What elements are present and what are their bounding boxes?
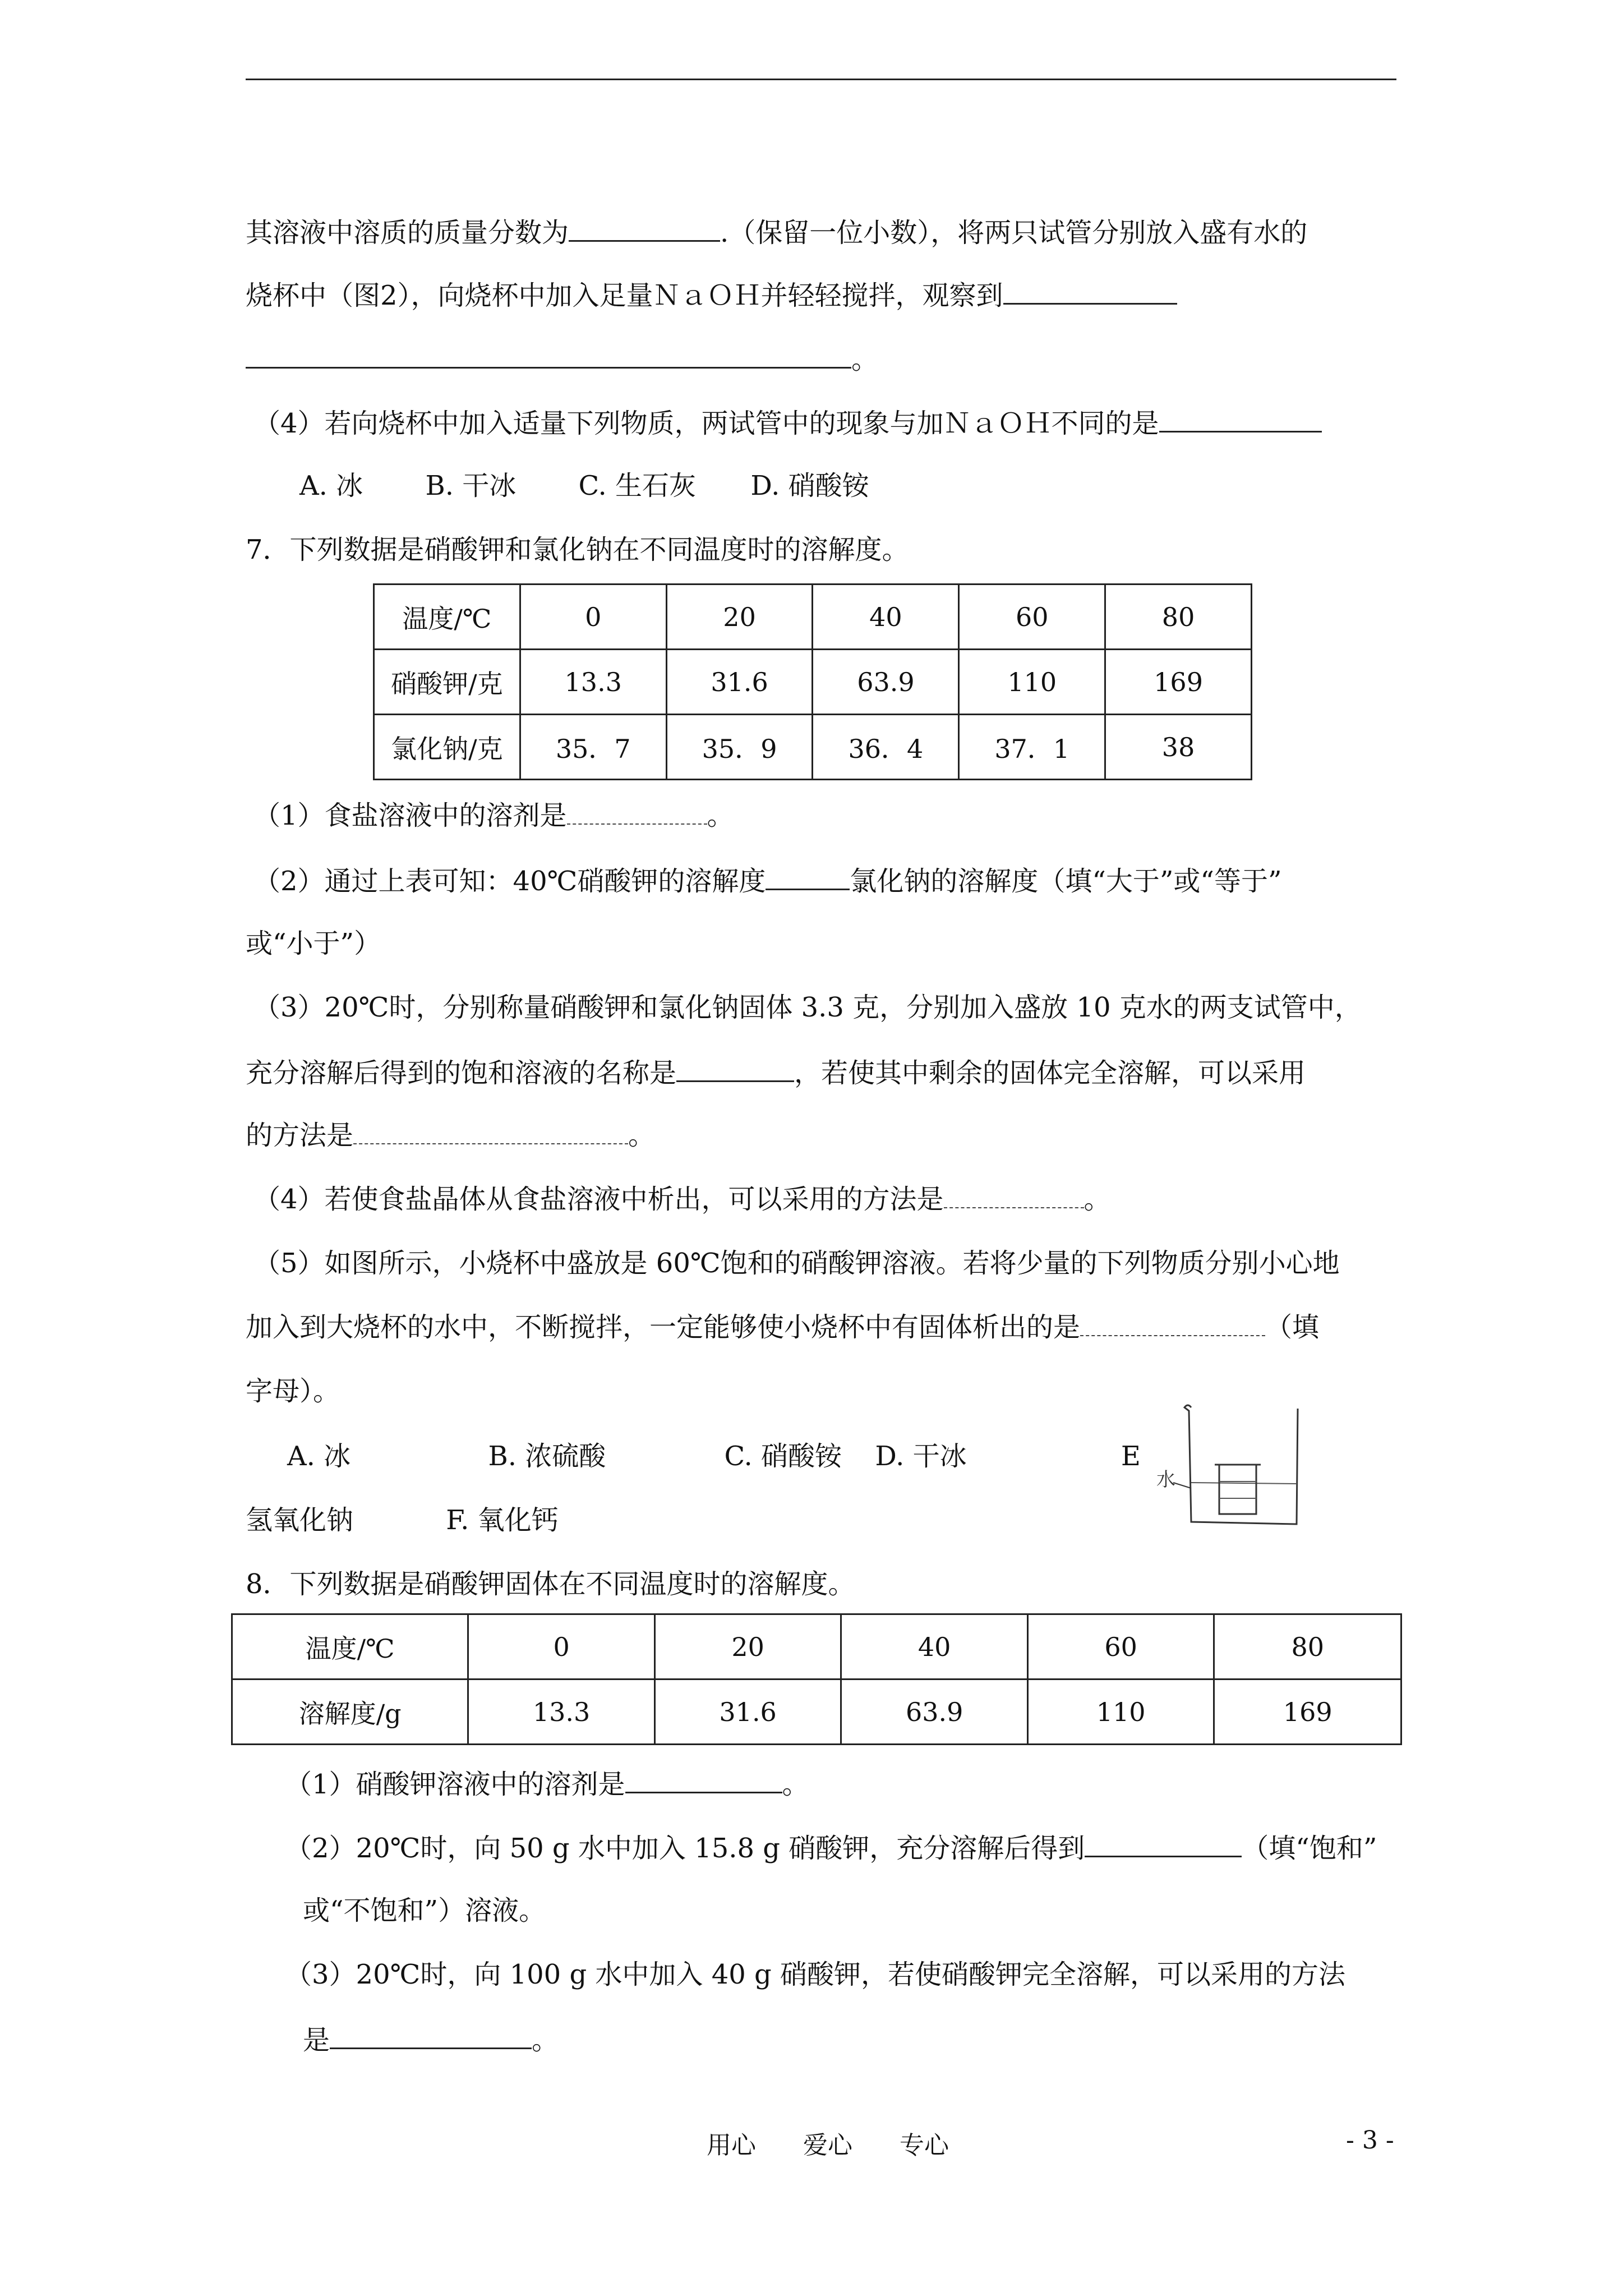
q8-part1: （1）硝酸钾溶液中的溶剂是 。 [285,1766,809,1801]
q7-part5-line3: 字母）。 [246,1375,340,1407]
q7-part4: （4）若使食盐晶体从食盐溶液中析出，可以采用的方法是 。 [253,1184,1111,1215]
answer-blank[interactable] [569,214,720,242]
answer-blank[interactable] [766,863,850,890]
q7-stem: 7．下列数据是硝酸钾和氯化钠在不同温度时的溶解度。 [246,534,909,565]
q8-part3-line2: 是 。 [303,2022,559,2057]
answer-blank[interactable] [676,1055,794,1082]
q7-part3-line2: 充分溶解后得到的饱和溶液的名称是 ，若使其中剩余的固体完全溶解，可以采用 [246,1055,1306,1090]
q8-part2: （2）20℃时，向 50 g 水中加入 15.8 g 硝酸钾，充分溶解后得到 （填“饱和” [285,1830,1377,1865]
q7-part2: （2）通过上表可知：40℃硝酸钾的溶解度 氯化钠的溶解度（填“大于”或“等于” [253,863,1282,898]
q7-part1: （1）食盐溶液中的溶剂是 。 [253,800,734,831]
q6-continuation-line1: 其溶液中溶质的质量分数为 .（保留一位小数），将两只试管分别放入盛有水的 [246,214,1307,250]
footer-motto: 用心 爱心 专心 [707,2131,949,2160]
table-row: 氯化钠/克 35．7 35．9 36．4 37．1 38 [374,715,1252,780]
answer-blank[interactable] [330,2022,532,2049]
q7-part3: （3）20℃时，分别称量硝酸钾和氯化钠固体 3.3 克，分别加入盛放 10 克水的两支试管中， [253,992,1362,1023]
q8-stem: 8．下列数据是硝酸钾固体在不同温度时的溶解度。 [246,1568,855,1600]
q7-part5-options-line2: 氢氧化钠 F. 氧化钙 [246,1504,559,1536]
answer-blank[interactable] [1085,1830,1242,1857]
table-row: 硝酸钾/克 13.3 31.6 63.9 110 169 [374,650,1252,715]
table-row: 温度/℃ 0 20 40 60 80 [374,585,1252,650]
q7-part5-line2: 加入到大烧杯的水中，不断搅拌，一定能够使小烧杯中有固体析出的是 （填 [246,1312,1320,1343]
q6-part4: （4）若向烧杯中加入适量下列物质，两试管中的现象与加ＮａＯＨ不同的是 [253,405,1322,440]
answer-blank[interactable] [944,1182,1084,1208]
q7-part5-options: A. 冰 B. 浓硫酸 C. 硝酸铵 D. 干冰 E [287,1441,1141,1472]
beaker-figure [1156,1398,1302,1531]
q6-part4-options: A. 冰 B. 干冰 C. 生石灰 D. 硝酸铵 [299,470,869,501]
table-row: 温度/℃ 0 20 40 60 80 [232,1614,1401,1680]
q7-part5: （5）如图所示，小烧杯中盛放是 60℃饱和的硝酸钾溶液。若将少量的下列物质分别小心地 [253,1248,1340,1279]
q8-part2-cont: 或“不饱和”）溶液。 [303,1895,546,1926]
q7-solubility-table [373,583,1252,780]
page-number: - 3 - [1346,2126,1394,2155]
q6-continuation-line3: 。 [246,341,878,376]
q7-part3-line3: 的方法是 。 [246,1120,656,1151]
answer-blank[interactable] [1003,277,1177,305]
answer-blank[interactable] [567,799,707,825]
answer-blank[interactable] [625,1766,782,1793]
q7-part2-cont: 或“小于”） [246,928,381,959]
answer-blank[interactable] [1080,1310,1265,1336]
water-label: 水 [1156,1469,1175,1491]
header-rule [246,79,1396,80]
table-row: 溶解度/g 13.3 31.6 63.9 110 169 [232,1680,1401,1745]
q8-solubility-table [231,1613,1402,1745]
answer-blank[interactable] [353,1119,628,1144]
q8-part3: （3）20℃时，向 100 g 水中加入 40 g 硝酸钾，若使硝酸钾完全溶解，可以采用的方法 [285,1959,1346,1990]
q6-continuation-line2: 烧杯中（图2），向烧杯中加入足量ＮａＯＨ并轻轻搅拌，观察到 [246,277,1177,312]
answer-blank[interactable] [246,341,851,369]
answer-blank[interactable] [1159,405,1322,432]
